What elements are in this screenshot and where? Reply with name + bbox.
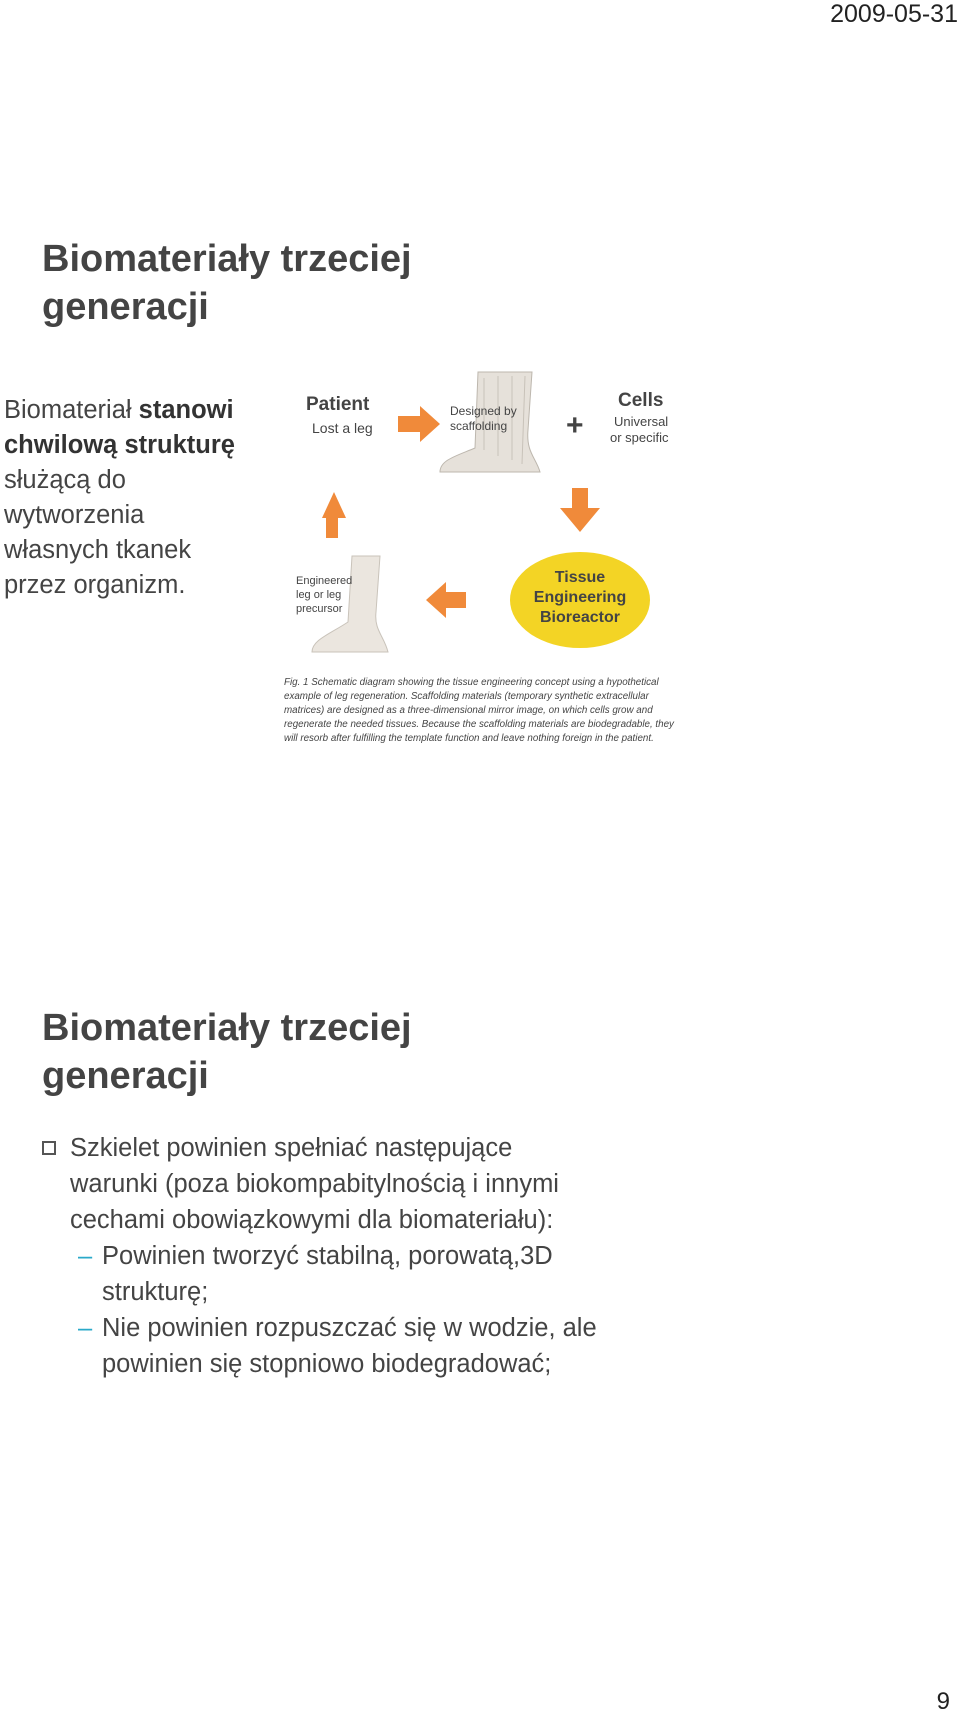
intro-line1 xyxy=(4,393,279,428)
intro-line2-bold: chwilową strukturę xyxy=(4,431,235,459)
intro-line5: własnych tkanek xyxy=(4,536,192,564)
sub-bullet-1 xyxy=(42,1238,642,1310)
bullet-main-line1: Szkielet powinien spełniać następujące xyxy=(70,1134,513,1162)
sub-bullet-1-line1: Powinien tworzyć stabilną, porowatą,3D xyxy=(102,1242,553,1270)
dash-bullet-icon: – xyxy=(78,1242,93,1270)
intro-line4: wytworzenia xyxy=(4,501,145,529)
bullet-main xyxy=(42,1130,642,1238)
caption-line4: regenerate the needed tissues. Because the scaffolding materials are biodegradable, they xyxy=(284,719,674,730)
slide2-title xyxy=(42,1004,412,1100)
bullet-main-line3: cechami obowiązkowymi dla biomateriału): xyxy=(70,1206,554,1234)
patient-subtitle: Lost a leg xyxy=(312,420,373,436)
bioreactor-line1: Tissue xyxy=(554,569,606,586)
slide1-title-line2: generacji xyxy=(42,286,209,328)
engineered-line1: Engineered xyxy=(296,575,353,587)
dash-bullet-icon: – xyxy=(78,1314,93,1342)
arrow-right-icon xyxy=(398,406,440,442)
slide1-title-line1: Biomateriały trzeciej xyxy=(42,238,412,280)
date-header: 2009-05-31 xyxy=(830,0,958,28)
slide1-intro-text xyxy=(4,393,279,603)
caption-line5: will resorb after fulfilling the template function and leave nothing foreign in the patient. xyxy=(284,733,654,744)
engineered-line2: leg or leg xyxy=(296,589,342,601)
caption-line1: Fig. 1 Schematic diagram showing the tissue engineering concept using a hypothetical xyxy=(284,677,659,688)
tissue-engineering-figure xyxy=(270,360,690,750)
arrow-left-icon xyxy=(426,582,466,618)
cells-line2: or specific xyxy=(610,430,669,445)
bullet-main-line2: warunki (poza biokompabitylnością i innymi xyxy=(70,1170,559,1198)
intro-line1-bold: stanowi xyxy=(138,396,234,424)
bioreactor-line2: Engineering xyxy=(533,589,627,606)
sub-bullet-2-line1: Nie powinien rozpuszczać się w wodzie, ale xyxy=(102,1314,597,1342)
arrow-up-icon xyxy=(322,492,346,538)
slide2-bullet-list xyxy=(42,1130,642,1382)
cells-line1: Universal xyxy=(614,414,669,429)
designed-line1: Designed by xyxy=(450,404,517,418)
cells-title: Cells xyxy=(618,390,664,411)
engineered-line3: precursor xyxy=(296,603,343,615)
page-number: 9 xyxy=(936,1688,950,1715)
intro-line2 xyxy=(4,428,279,463)
bioreactor-line3: Bioreactor xyxy=(539,609,621,626)
arrow-down-icon xyxy=(560,488,600,532)
plus-sign: + xyxy=(566,409,584,442)
caption-line3: matrices) are designed as a three-dimensional mirror image, on which cells grow and xyxy=(284,705,653,716)
caption-line2: example of leg regeneration. Scaffolding materials (temporary synthetic extracellular xyxy=(284,691,649,702)
slide1-title xyxy=(42,235,412,331)
sub-bullet-1-line2: strukturę; xyxy=(102,1278,209,1306)
intro-line3: służącą do xyxy=(4,466,126,494)
designed-line2: scaffolding xyxy=(450,419,508,433)
sub-bullet-2-line2: powinien się stopniowo biodegradować; xyxy=(102,1350,552,1378)
sub-bullet-2 xyxy=(42,1310,642,1382)
intro-line1-normal: Biomateriał xyxy=(4,396,139,424)
patient-title: Patient xyxy=(306,394,370,415)
intro-line6: przez organizm. xyxy=(4,571,186,599)
slide2-title-line2: generacji xyxy=(42,1055,209,1097)
slide2-title-line1: Biomateriały trzeciej xyxy=(42,1007,412,1049)
square-bullet-icon xyxy=(42,1141,56,1155)
figure-caption xyxy=(284,677,675,744)
